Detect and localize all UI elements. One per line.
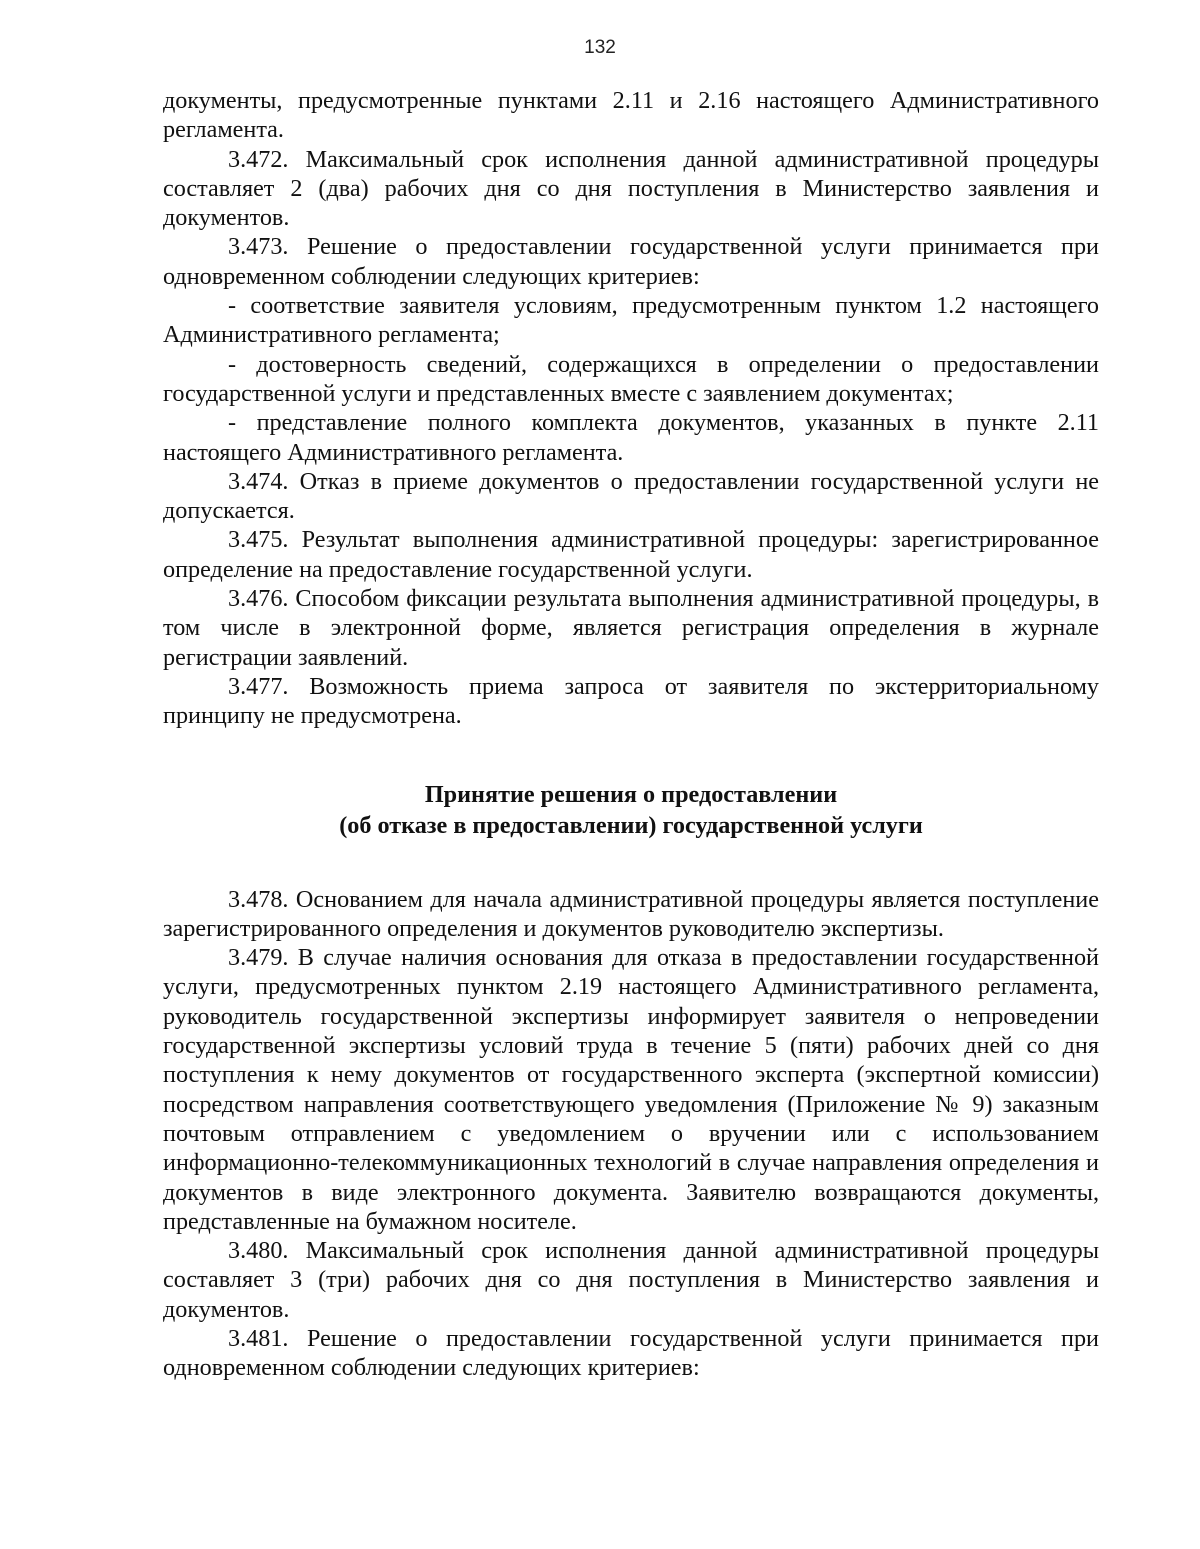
section-heading: [163, 779, 1099, 841]
paragraph-3-477: 3.477. Возможность приема запроса от заявителя по экстерриториальному принципу не предусмотрена.: [163, 672, 1099, 730]
paragraph-3-476: 3.476. Способом фиксации результата выполнения административной процедуры, в том числе в электронной форме, является регистрация определения в журнале регистрации заявлений.: [163, 585, 1099, 671]
paragraph-3-472: 3.472. Максимальный срок исполнения данной административной процедуры составляет 2 (два) рабочих дня со дня поступления в Министерство заявления и документов.: [163, 145, 1099, 232]
paragraph-continuation: документы, предусмотренные пунктами 2.11 и 2.16 настоящего Административного регламента.: [163, 87, 1099, 144]
spacer: [163, 841, 1099, 885]
paragraph-3-479: 3.479. В случае наличия основания для отказа в предоставлении государственной услуги, предусмотренных пунктом 2.19 настоящего Административного регламента, руководитель государственной экспертизы информирует заявителя о непроведении государственной экспертизы условий труда в течение 5 (пяти) рабочих дней со дня поступления к нему документов от государственного эксперта (экспертной комиссии) посредством направления соответствующего уведомления (Приложение № 9) заказным почтовым отправлением с уведомлением о вручении или с использованием информационно-телекоммуникационных технологий в случае направления определения и документов в виде электронного документа. Заявителю возвращаются документы, представленные на бумажном носителе.: [163, 944, 1099, 1235]
page-number: 132: [584, 37, 616, 58]
paragraph-3-480: 3.480. Максимальный срок исполнения данной административной процедуры составляет 3 (три) рабочих дня со дня поступления в Министерство заявления и документов.: [163, 1237, 1099, 1323]
criteria-item: - соответствие заявителя условиям, предусмотренным пунктом 1.2 настоящего Административного регламента;: [163, 292, 1099, 349]
paragraph-3-474: 3.474. Отказ в приеме документов о предоставлении государственной услуги не допускается.: [163, 467, 1099, 525]
paragraph-3-475: 3.475. Результат выполнения административной процедуры: зарегистрированное определение на предоставление государственной услуги.: [163, 526, 1099, 583]
section-heading-line: Принятие решения о предоставлении: [424, 780, 838, 808]
paragraph-3-478: 3.478. Основанием для начала административной процедуры является поступление зарегистрированного определения и документов руководителю экспертизы.: [163, 885, 1099, 942]
document-body: [163, 86, 1099, 1383]
criteria-item: - представление полного комплекта документов, указанных в пункте 2.11 настоящего Административного регламента.: [163, 409, 1099, 466]
criteria-item: - достоверность сведений, содержащихся в определении о предоставлении государственной услуги и представленных вместе с заявлением документах;: [163, 350, 1099, 407]
paragraph-3-473: 3.473. Решение о предоставлении государственной услуги принимается при одновременном соблюдении следующих критериев:: [163, 233, 1099, 290]
section-heading-line: (об отказе в предоставлении) государственной услуги: [339, 811, 923, 839]
paragraph-3-481: 3.481. Решение о предоставлении государственной услуги принимается при одновременном соблюдении следующих критериев:: [163, 1324, 1099, 1382]
